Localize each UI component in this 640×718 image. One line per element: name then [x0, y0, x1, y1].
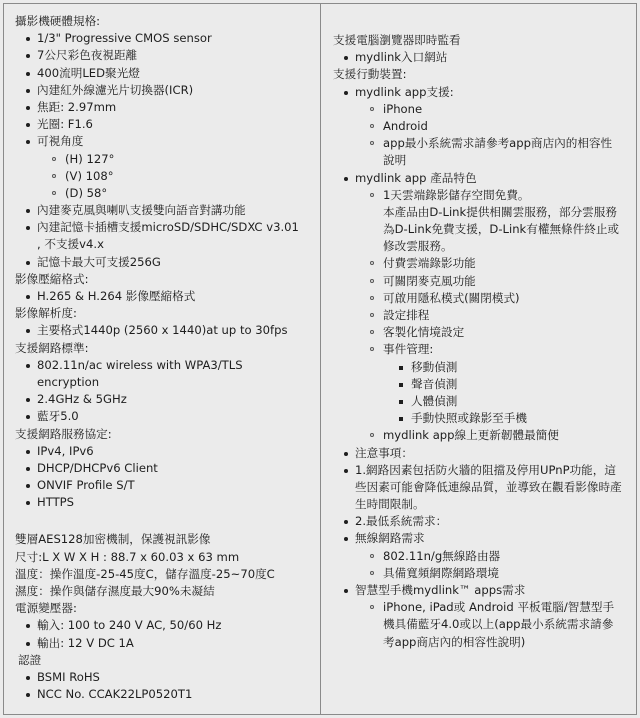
router-item: 802.11n/g無線路由器 [333, 548, 636, 565]
list-item: 輸出: 12 V DC 1A [15, 635, 320, 652]
feature-item: 客製化情境設定 [333, 324, 636, 341]
size-text: 尺寸:L X W X H : 88.7 x 60.03 x 63 mm [15, 549, 240, 564]
feature-item: 事件管理: [333, 341, 636, 358]
router-item: 具備寬頻網際網路環境 [333, 565, 636, 582]
event-item: 人體偵測 [333, 393, 636, 410]
camera-spec-title: 攝影機硬體規格: [15, 14, 101, 28]
list-item: BSMI RoHS [15, 669, 320, 686]
event-item: 移動偵測 [333, 359, 636, 376]
list-item: 無線網路需求 [333, 530, 636, 547]
feature-item: 設定排程 [333, 307, 636, 324]
encryption-text: 雙層AES128加密機制，保護視訊影像 [15, 532, 211, 547]
list-item: 智慧型手機mydlink™ apps需求 [333, 582, 636, 599]
smartphone-item-continuation: 機具備藍牙4.0或以上(app最小系統需求請參 [383, 617, 614, 632]
list-item: 1/3" Progressive CMOS sensor [15, 30, 320, 47]
power-title: 電源變壓器: [15, 601, 77, 616]
list-item: IPv4, IPv6 [15, 443, 320, 460]
humidity-text: 濕度：操作與儲存濕度最大90%未凝結 [15, 584, 215, 598]
list-item: 2.最低系統需求： [333, 513, 636, 530]
list-item: 內建麥克風與喇叭支援雙向語音對講功能 [15, 202, 320, 219]
list-item: DHCP/DHCPv6 Client [15, 460, 320, 477]
list-item: 輸入: 100 to 240 V AC, 50/60 Hz [15, 617, 320, 634]
list-item: 1.網路因素包括防火牆的阻擋及停用UPnP功能，這 [333, 462, 636, 479]
feature-item: 付費雲端錄影功能 [333, 255, 636, 272]
list-item: 7公尺彩色夜視距離 [15, 47, 320, 64]
angle-item: (V) 108° [15, 168, 320, 185]
list-item: NCC No. CCAK22LP0520T1 [15, 686, 320, 703]
list-item-continuation: 生時間限制。 [355, 497, 425, 512]
list-item: 光圈: F1.6 [15, 116, 320, 133]
list-item: mydlink app支援: [333, 84, 636, 101]
list-item: 2.4GHz & 5GHz [15, 391, 320, 408]
list-item: H.265 & H.264 影像壓縮格式 [15, 288, 320, 305]
feature-item: 可啟用隱私模式(關閉模式) [333, 290, 636, 307]
feature-item-continuation: 本產品由D-Link提供相關雲服務，部分雲服務 [383, 204, 617, 219]
hardware-spec-column [4, 4, 321, 714]
feature-item: 1天雲端錄影儲存空間免費。 [333, 187, 636, 204]
cert-title: 認證 [18, 652, 42, 667]
list-item: 內建記憶卡插槽支援microSD/SDHC/SDXC v3.01 [15, 219, 320, 236]
mobile-title: 支援行動裝置: [333, 67, 407, 82]
feature-item-continuation: 修改雲服務。 [383, 239, 453, 254]
platform-item: app最小系統需求請參考app商店內的相容性 [333, 135, 636, 152]
list-item: 內建紅外線濾光片切換器(ICR) [15, 82, 320, 99]
list-item: 記憶卡最大可支援256G [15, 254, 320, 271]
event-item: 手動快照或錄影至手機 [333, 410, 636, 427]
list-item: 焦距: 2.97mm [15, 99, 320, 116]
list-item: 主要格式1440p (2560 x 1440)at up to 30fps [15, 322, 320, 339]
list-item: 可視角度 [15, 133, 320, 150]
network-title: 支援網路標準: [15, 340, 89, 355]
feature-item: 可關閉麥克風功能 [333, 273, 636, 290]
software-spec-column [321, 4, 636, 714]
platform-item: Android [333, 118, 636, 135]
protocol-title: 支援網路服務協定: [15, 426, 112, 441]
list-item: mydlink app 產品特色 [333, 170, 636, 187]
spec-table [3, 3, 637, 715]
platform-item: iPhone [333, 101, 636, 118]
list-item: 400流明LED聚光燈 [15, 65, 320, 82]
list-item-continuation: 些因素可能會降低連線品質，並導致在觀看影像時產 [355, 479, 622, 494]
angle-item: (H) 127° [15, 151, 320, 168]
list-item: ONVIF Profile S/T [15, 477, 320, 494]
list-item: 802.11n/ac wireless with WPA3/TLS [15, 357, 320, 374]
list-item-continuation: , 不支援v4.x [37, 237, 104, 252]
browser-text: 支援電腦瀏覽器即時監看 [333, 33, 461, 47]
smartphone-item: iPhone, iPad或 Android 平板電腦/智慧型手 [333, 599, 636, 616]
spacer [15, 511, 320, 531]
compression-title: 影像壓縮格式: [15, 271, 89, 286]
feature-item: mydlink app線上更新韌體最簡便 [333, 427, 636, 444]
resolution-title: 影像解析度: [15, 306, 77, 321]
list-item: 藍牙5.0 [15, 408, 320, 425]
event-item: 聲音偵測 [333, 376, 636, 393]
feature-item-continuation: 為D-Link免費支援，D-Link有權無條件終止或 [383, 222, 620, 237]
list-item: mydlink入口網站 [333, 49, 636, 66]
list-item: HTTPS [15, 494, 320, 511]
temperature-text: 溫度：操作溫度-25-45度C，儲存溫度-25~70度C [15, 566, 275, 581]
list-item-continuation: encryption [37, 374, 100, 389]
list-item: 注意事項： [333, 445, 636, 462]
platform-item-continuation: 說明 [383, 153, 407, 168]
angle-item: (D) 58° [15, 185, 320, 202]
smartphone-item-continuation: 考app商店內的相容性說明) [383, 634, 526, 649]
